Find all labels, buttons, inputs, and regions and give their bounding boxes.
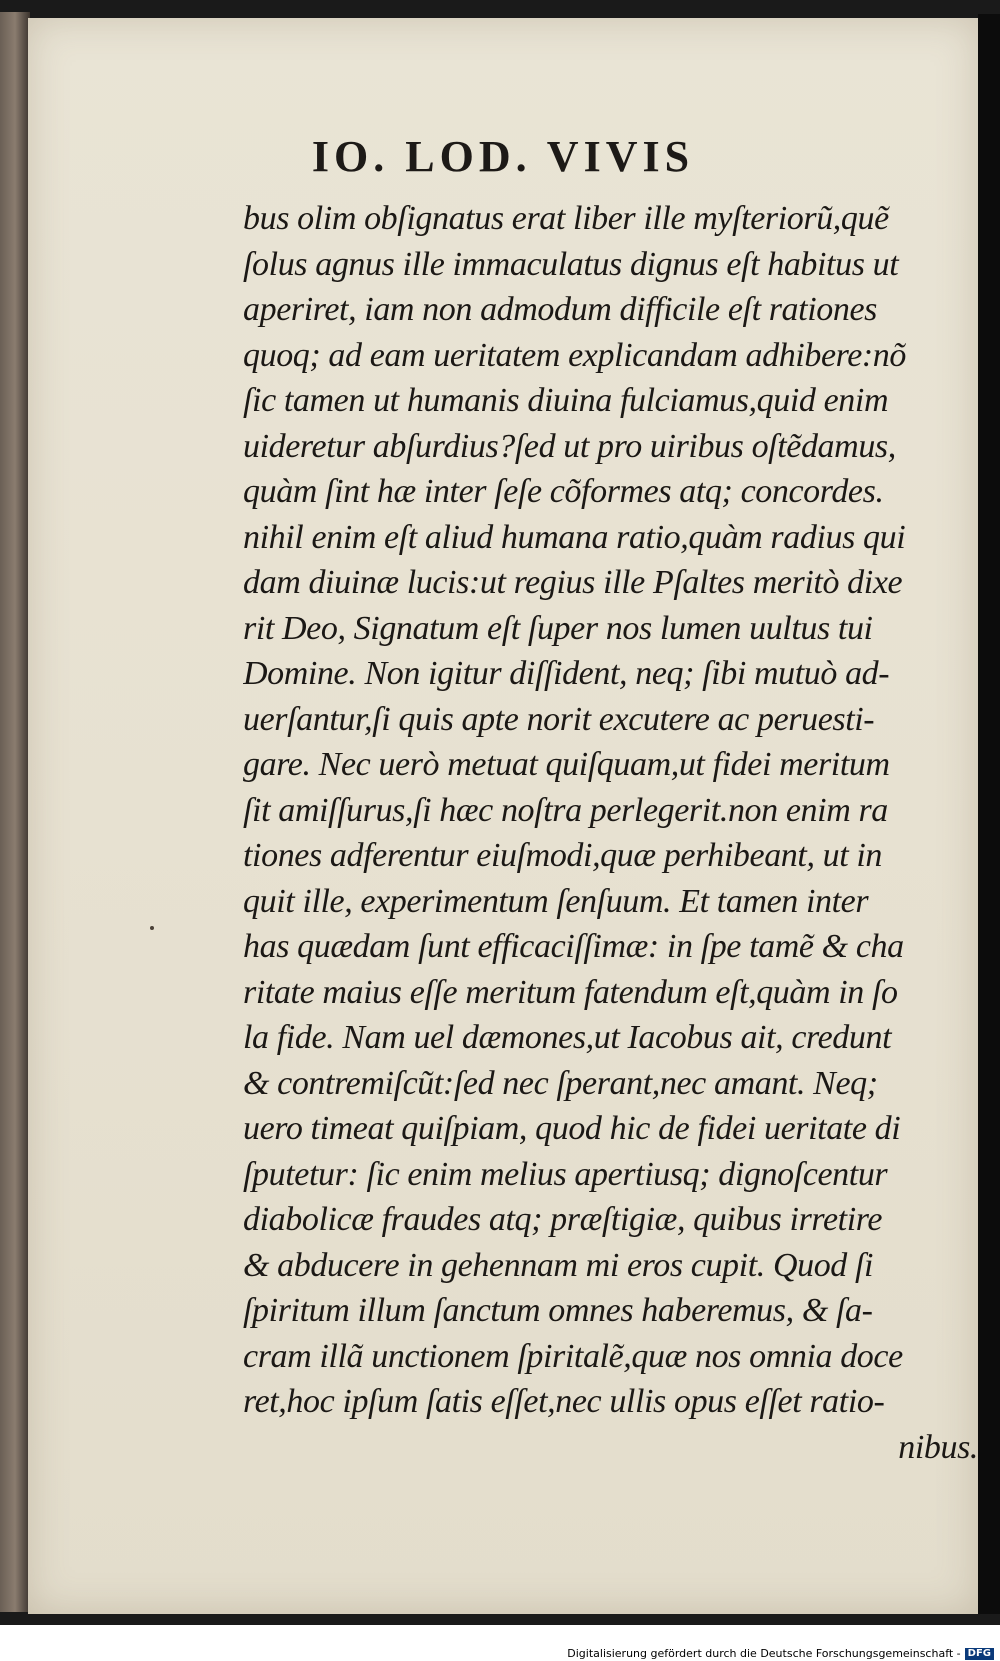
text-line-5: ſic tamen ut humanis diuina fulciamus,quid enim xyxy=(243,382,889,419)
page-right-shadow xyxy=(978,14,1000,1614)
text-line-12: uerſantur,ſi quis apte norit excutere ac peruesti- xyxy=(243,700,875,738)
text-line-11: Domine. Non igitur diſſident, neq; ſibi mutuò ad- xyxy=(243,655,890,692)
text-line-6: uideretur abſurdius?ſed ut pro uiribus oſtẽdamus, xyxy=(243,427,896,465)
text-line-23: diabolicæ fraudes atq; præſtigiæ, quibus irretire xyxy=(243,1201,883,1238)
paper-speck xyxy=(150,926,154,930)
credit-text: Digitalisierung gefördert durch die Deutsche Forschungsgemeinschaft - xyxy=(567,1647,961,1660)
text-line-19: la fide. Nam uel dæmones,ut Iacobus ait, credunt xyxy=(243,1019,892,1056)
text-line-13: gare. Nec uerò metuat quiſquam,ut fidei meritum xyxy=(243,746,890,783)
text-line-3: aperiret, iam non admodum difficile eſt rationes xyxy=(243,291,877,328)
text-line-26: cram illã unctionem ſpiritalẽ,quæ nos omnia doce xyxy=(243,1337,903,1375)
digitization-credit xyxy=(567,1647,994,1660)
text-line-16: quit ille, experimentum ſenſuum. Et tamen inter xyxy=(243,882,869,920)
text-line-2: ſolus agnus ille immaculatus dignus eſt habitus ut xyxy=(243,245,899,283)
text-line-4: quoq; ad eam ueritatem explicandam adhibere:nõ xyxy=(243,336,907,374)
text-line-18: ritate maius eſſe meritum fatendum eſt,quàm in ſo xyxy=(243,973,898,1011)
book-page xyxy=(28,18,978,1614)
text-line-15: tiones adferentur eiuſmodi,quæ perhibeant, ut in xyxy=(243,837,883,874)
text-line-1: bus olim obſignatus erat liber ille myſteriorũ,quẽ xyxy=(243,200,889,237)
text-line-17: has quædam ſunt efficaciſſimæ: in ſpe tamẽ & cha xyxy=(243,928,904,965)
text-line-8: nihil enim eſt aliud humana ratio,quàm radius qui xyxy=(243,518,906,556)
text-line-24: & abducere in gehennam mi eros cupit. Quod ſi xyxy=(243,1246,874,1284)
body-text xyxy=(243,196,978,1470)
text-line-27: ret,hoc ipſum ſatis eſſet,nec ullis opus eſſet ratio- xyxy=(243,1383,885,1420)
book-spine-edge xyxy=(0,12,30,1612)
text-line-14: ſit amiſſurus,ſi hæc noſtra perlegerit.non enim ra xyxy=(243,791,888,829)
dfg-logo-icon: DFG xyxy=(965,1648,994,1660)
text-line-25: ſpiritum illum ſanctum omnes haberemus, & ſa- xyxy=(243,1292,873,1329)
text-line-22: ſputetur: ſic enim melius apertiusq; dignoſcentur xyxy=(243,1155,888,1193)
running-head: IO. LOD. VIVIS xyxy=(311,132,695,181)
text-line-7: quàm ſint hæ inter ſeſe cõformes atq; concordes. xyxy=(243,473,884,510)
text-line-10: rit Deo, Signatum eſt ſuper nos lumen uultus tui xyxy=(243,609,873,647)
text-line-28: nibus. xyxy=(898,1428,978,1466)
text-line-9: dam diuinæ lucis:ut regius ille Pſaltes meritò dixe xyxy=(243,564,903,601)
text-line-21: uero timeat quiſpiam, quod hic de fidei ueritate di xyxy=(243,1110,901,1147)
text-line-20: & contremiſcũt:ſed nec ſperant,nec amant. Neq; xyxy=(243,1064,878,1102)
